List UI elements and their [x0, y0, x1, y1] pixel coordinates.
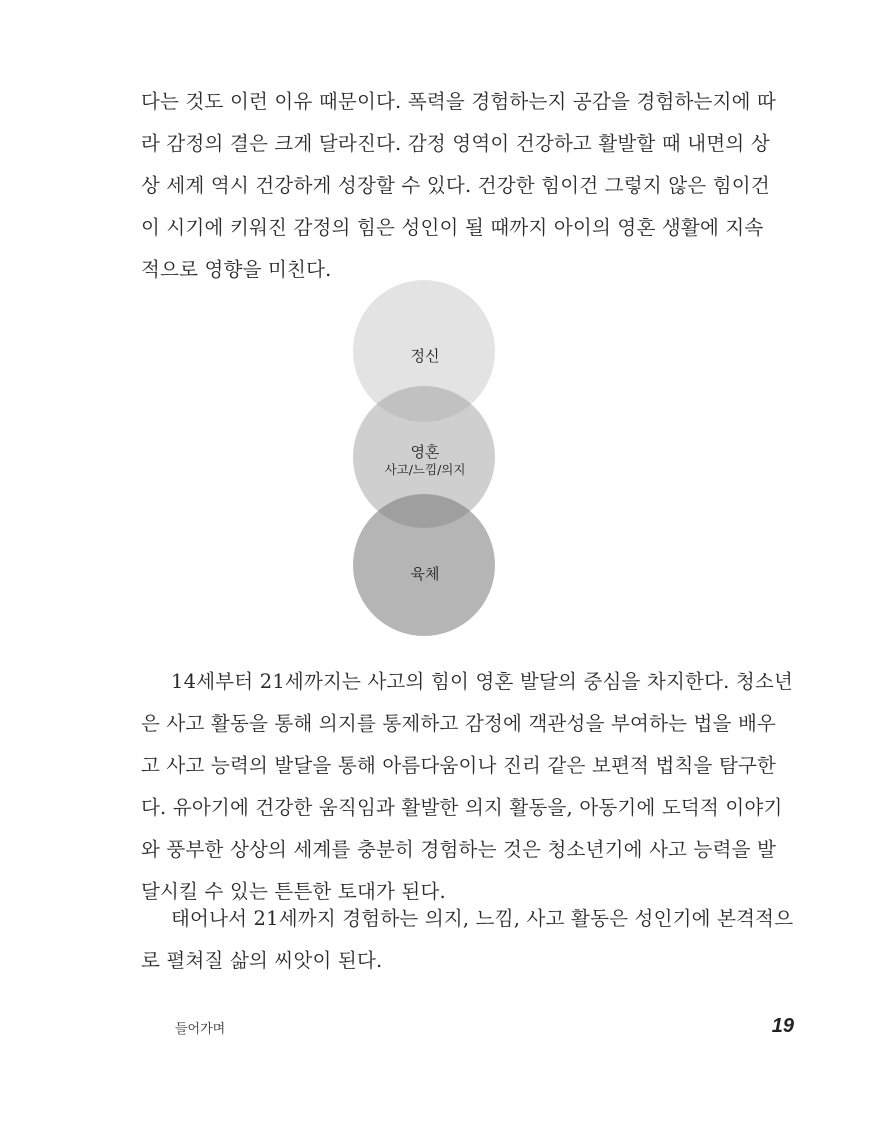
text-line: 적으로 영향을 미친다.	[141, 258, 332, 281]
text-line: 다는 것도 이런 이유 때문이다. 폭력을 경험하는지 공감을 경험하는지에 따	[141, 90, 777, 113]
text-line: 로 펼쳐질 삶의 씨앗이 된다.	[141, 949, 383, 972]
text-line: 달시킬 수 있는 튼튼한 토대가 된다.	[141, 880, 446, 903]
text-line: 은 사고 활동을 통해 의지를 통제하고 감정에 객관성을 부여하는 법을 배우	[141, 712, 777, 735]
text-line: 이 시기에 키워진 감정의 힘은 성인이 될 때까지 아이의 영혼 생활에 지속	[141, 216, 764, 239]
paragraph-continued	[141, 81, 781, 291]
text-line: 태어나서 21세까지 경험하는 의지, 느낌, 사고 활동은 성인기에 본격적으	[171, 907, 794, 930]
text-line: 라 감정의 결은 크게 달라진다. 감정 영역이 건강하고 활발할 때 내면의 상	[141, 132, 770, 155]
text-line: 고 사고 능력의 발달을 통해 아름다움이나 진리 같은 보편적 법칙을 탐구한	[141, 754, 777, 777]
soul-sublabel: 사고/느낌/의지	[384, 462, 466, 477]
body-label: 육체	[410, 565, 440, 583]
running-footer-section: 들어가며	[175, 1022, 226, 1037]
paragraph-seeds	[141, 898, 794, 982]
text-line: 와 풍부한 상상의 세계를 충분히 경험하는 것은 청소년기에 사고 능력을 발	[141, 838, 777, 861]
text-line: 상 세계 역시 건강하게 성장할 수 있다. 건강한 힘이건 그렇지 않은 힘이건	[141, 174, 770, 197]
spirit-label: 정신	[410, 347, 440, 365]
page-number: 19	[771, 1015, 794, 1037]
soul-label: 영혼	[410, 443, 440, 461]
text-line: 14세부터 21세까지는 사고의 힘이 영혼 발달의 중심을 차지한다. 청소년	[171, 670, 794, 693]
soul-body-spirit-diagram	[340, 276, 510, 646]
text-line: 다. 유아기에 건강한 움직임과 활발한 의지 활동을, 아동기에 도덕적 이야기	[141, 796, 783, 819]
paragraph-thinking	[141, 661, 794, 913]
